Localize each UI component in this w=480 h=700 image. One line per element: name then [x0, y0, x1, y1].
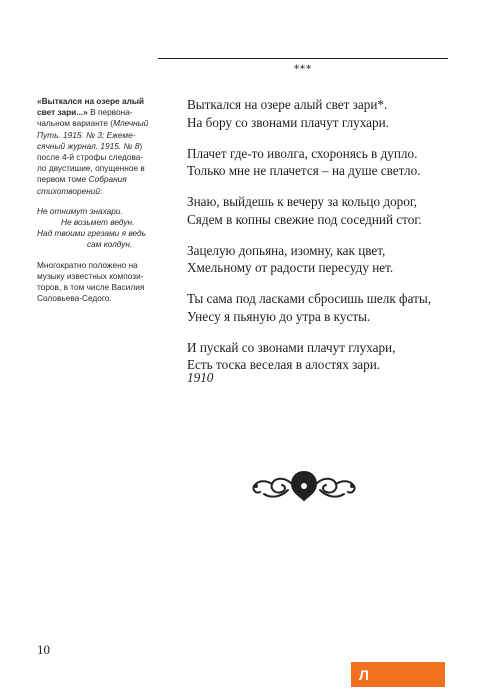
- section-stars: ***: [294, 64, 312, 75]
- poem-line: Выткался на озере алый свет зари*.: [187, 97, 388, 112]
- poem-line: Сядем в копны свежие под соседний стог.: [187, 211, 422, 227]
- music-note: Многократно положено на музыку известных компози-торов, в том числе Василия Соловьева-Седого.: [37, 259, 145, 304]
- quote-line: Не возьмет ведун.: [61, 217, 135, 228]
- note-quote: [37, 206, 149, 251]
- poem-line: Знаю, выйдешь к вечеру за кольцо дорог,: [187, 194, 418, 209]
- poem: [187, 96, 457, 387]
- poem-year: 1910: [187, 370, 214, 385]
- quote-line: сам колдун.: [87, 239, 133, 250]
- stanza: [187, 242, 457, 277]
- publisher-logo: Л: [351, 662, 445, 687]
- poem-line: Хмельному от радости пересуду нет.: [187, 260, 394, 275]
- poem-line: Унесу я пьяную до утра в кусты.: [187, 308, 371, 324]
- note-entry-title: «Выткался на озере алый свет зари...»: [37, 96, 145, 118]
- note-entry: [37, 96, 149, 197]
- poem-line: И пускай со звонами плачут глухари,: [187, 339, 396, 355]
- quote-line: Над твоими грезами я ведь: [37, 228, 146, 239]
- floral-ornament-icon: [248, 466, 360, 506]
- note-text-3: :: [100, 185, 103, 196]
- stanza: [187, 96, 457, 131]
- poem-line: Плачет где-то иволга, схоронясь в дупло.: [187, 145, 418, 161]
- page-number: 10: [37, 642, 50, 657]
- sidebar-notes: [37, 96, 149, 313]
- note-source-1: Млечный Путь. 1915. № 3; Ежеме-сячный журнал. 1915. № 8: [37, 118, 149, 151]
- stanza: [187, 290, 457, 325]
- note-source-2: Собрания стихотворений: [37, 174, 127, 196]
- note-text-1: В первона-чальном варианте (: [37, 107, 133, 129]
- poem-line: Зацелую допьяна, изомну, как цвет,: [187, 242, 386, 258]
- poem-line: На бору со звонами плачут глухари.: [187, 114, 389, 130]
- top-rule: [158, 58, 448, 59]
- stanza: [187, 193, 457, 228]
- stanza: [187, 339, 457, 374]
- stanza: [187, 145, 457, 180]
- poem-line: Есть тоска веселая в алостях зари.: [187, 357, 381, 372]
- note-text-2: ) после 4-й строфы следова-ло двустишие, опущенное в первом томе: [37, 140, 145, 185]
- poem-line: Ты сама под ласками сбросишь шелк фаты,: [187, 291, 432, 306]
- poem-line: Только мне не плачется – на душе светло.: [187, 163, 421, 178]
- quote-line: Не отнимут знахари.: [37, 205, 123, 216]
